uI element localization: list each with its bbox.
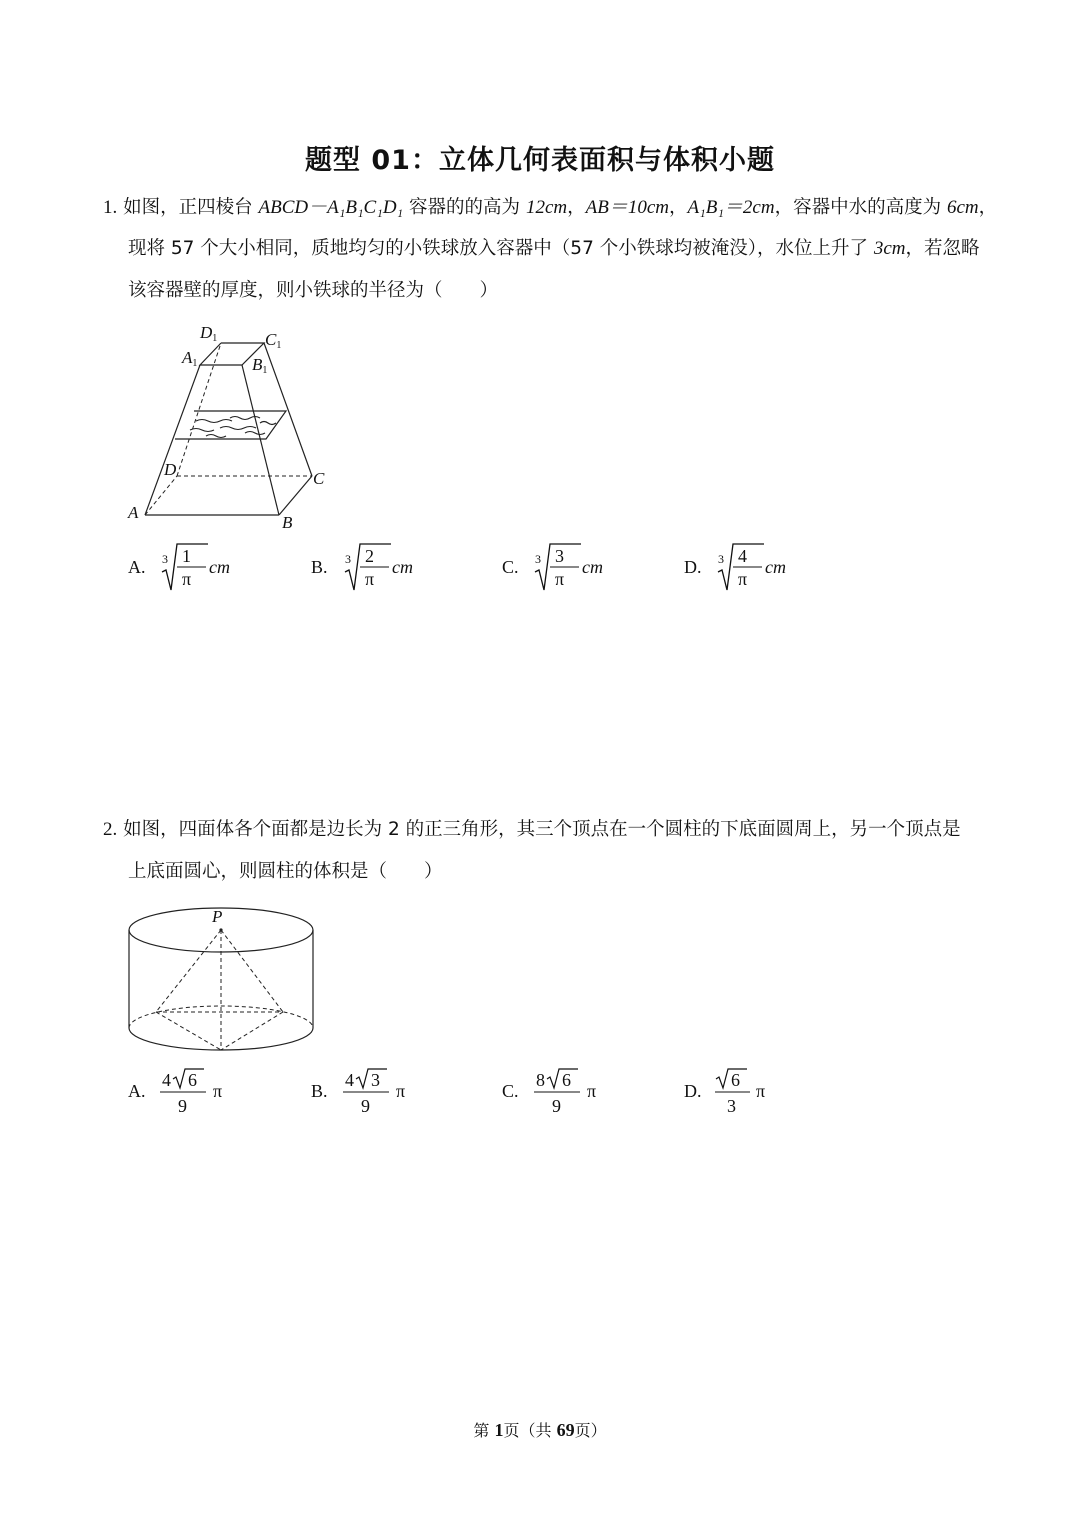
q1-text: ， xyxy=(668,197,688,218)
svg-text:A.: A. xyxy=(128,1081,146,1101)
q1-option-c xyxy=(502,544,603,590)
svg-text:6: 6 xyxy=(731,1070,740,1090)
q1-text: ，若忽略 xyxy=(905,238,980,259)
svg-text:B.: B. xyxy=(311,1081,328,1101)
svg-text:8: 8 xyxy=(536,1070,545,1090)
label-a: A xyxy=(128,503,139,522)
svg-text:C.: C. xyxy=(502,1081,519,1101)
svg-text:π: π xyxy=(365,569,375,589)
q1-text: 现将 57 个大小相同，质地均匀的小铁球放入容器中（57 个小铁球均被淹没），水位上升了 xyxy=(128,238,874,259)
q1-text: ， xyxy=(567,197,586,218)
q2-option-b xyxy=(311,1069,405,1116)
svg-text:C.: C. xyxy=(502,557,519,577)
edge-bb1 xyxy=(242,365,279,515)
edge-cc1 xyxy=(264,343,312,476)
q2-option-a xyxy=(128,1069,222,1116)
q1-line-2 xyxy=(128,237,980,261)
q1-text: ， xyxy=(978,197,998,218)
label-b1: B1 xyxy=(252,355,268,376)
svg-text:4: 4 xyxy=(162,1070,171,1090)
q1-text: ，容器中水的高度为 xyxy=(774,197,947,218)
footer-page-number: 1 xyxy=(494,1420,504,1440)
svg-text:3: 3 xyxy=(555,546,564,566)
q2-option-c xyxy=(502,1069,596,1116)
footer-total-pages: 69 xyxy=(556,1420,575,1440)
q1-options xyxy=(120,538,840,598)
svg-text:1: 1 xyxy=(182,546,191,566)
svg-text:cm: cm xyxy=(765,557,786,577)
q1-height: 12cm xyxy=(525,197,568,218)
q2-text: 如图，四面体各个面都是边长为 2 的正三角形，其三个顶点在一个圆柱的下底面圆周上，另一个顶点是 xyxy=(123,819,961,840)
q1-text: 容器的的高为 xyxy=(403,197,526,218)
q1-ab: AB＝10cm xyxy=(585,197,669,218)
q1-line-3: 该容器壁的厚度，则小铁球的半径为（ ） xyxy=(128,280,499,301)
cylinder-figure xyxy=(118,900,328,1060)
page-footer xyxy=(0,1418,1080,1441)
frustum-figure xyxy=(120,318,340,533)
svg-text:3: 3 xyxy=(727,1096,736,1116)
hidden-lines xyxy=(129,930,313,1050)
svg-text:3: 3 xyxy=(345,552,351,566)
water-waves xyxy=(190,417,276,438)
q1-solid-name: ABCD－A₁B₁C₁D₁ xyxy=(258,197,404,218)
edge-bc xyxy=(279,476,312,515)
label-d: D xyxy=(164,460,177,479)
svg-text:6: 6 xyxy=(188,1070,197,1090)
svg-text:π: π xyxy=(213,1081,223,1101)
svg-text:π: π xyxy=(756,1081,766,1101)
point-p xyxy=(219,928,222,931)
svg-text:9: 9 xyxy=(361,1096,370,1116)
edge-aa1 xyxy=(145,365,200,515)
svg-text:3: 3 xyxy=(162,552,168,566)
svg-text:3: 3 xyxy=(371,1070,380,1090)
svg-text:B.: B. xyxy=(311,557,328,577)
svg-text:3: 3 xyxy=(535,552,541,566)
svg-text:cm: cm xyxy=(209,557,230,577)
label-b: B xyxy=(282,513,293,532)
svg-text:6: 6 xyxy=(562,1070,571,1090)
svg-text:π: π xyxy=(396,1081,406,1101)
svg-text:cm: cm xyxy=(582,557,603,577)
q2-option-d xyxy=(684,1069,765,1116)
label-a1: A1 xyxy=(182,348,198,369)
svg-text:π: π xyxy=(182,569,192,589)
footer-text: 页） xyxy=(574,1421,607,1440)
svg-text:4: 4 xyxy=(738,546,747,566)
svg-text:cm: cm xyxy=(392,557,413,577)
q2-options xyxy=(120,1062,840,1122)
q1-option-d xyxy=(684,544,786,590)
footer-text: 第 xyxy=(473,1421,495,1440)
svg-text:9: 9 xyxy=(178,1096,187,1116)
hidden-edges xyxy=(145,343,312,515)
footer-text: 页（共 xyxy=(503,1421,557,1440)
svg-text:π: π xyxy=(587,1081,597,1101)
svg-text:π: π xyxy=(738,569,748,589)
q1-option-a xyxy=(128,544,230,590)
q1-number: 1. xyxy=(103,197,118,218)
svg-text:D.: D. xyxy=(684,557,702,577)
q1-text: 如图，正四棱台 xyxy=(123,197,259,218)
svg-text:A.: A. xyxy=(128,557,146,577)
label-d1: D1 xyxy=(200,323,218,344)
label-c1: C1 xyxy=(265,330,282,351)
q1-water-height: 6cm xyxy=(946,197,979,218)
svg-text:4: 4 xyxy=(345,1070,354,1090)
q2-number: 2. xyxy=(103,819,118,840)
water-surface xyxy=(175,411,286,439)
page-title: 题型 01：立体几何表面积与体积小题 xyxy=(305,145,775,176)
q1-a1b1: A₁B₁＝2cm xyxy=(687,197,775,218)
q1-line-1 xyxy=(103,196,997,220)
label-p: P xyxy=(212,907,223,926)
q2-line-1 xyxy=(103,818,961,842)
svg-text:9: 9 xyxy=(552,1096,561,1116)
svg-text:2: 2 xyxy=(365,546,374,566)
svg-text:π: π xyxy=(555,569,565,589)
q1-option-b xyxy=(311,544,413,590)
q1-rise: 3cm xyxy=(873,238,906,259)
svg-text:D.: D. xyxy=(684,1081,702,1101)
svg-text:3: 3 xyxy=(718,552,724,566)
label-c: C xyxy=(313,469,325,488)
q2-line-2: 上底面圆心，则圆柱的体积是（ ） xyxy=(128,861,443,882)
